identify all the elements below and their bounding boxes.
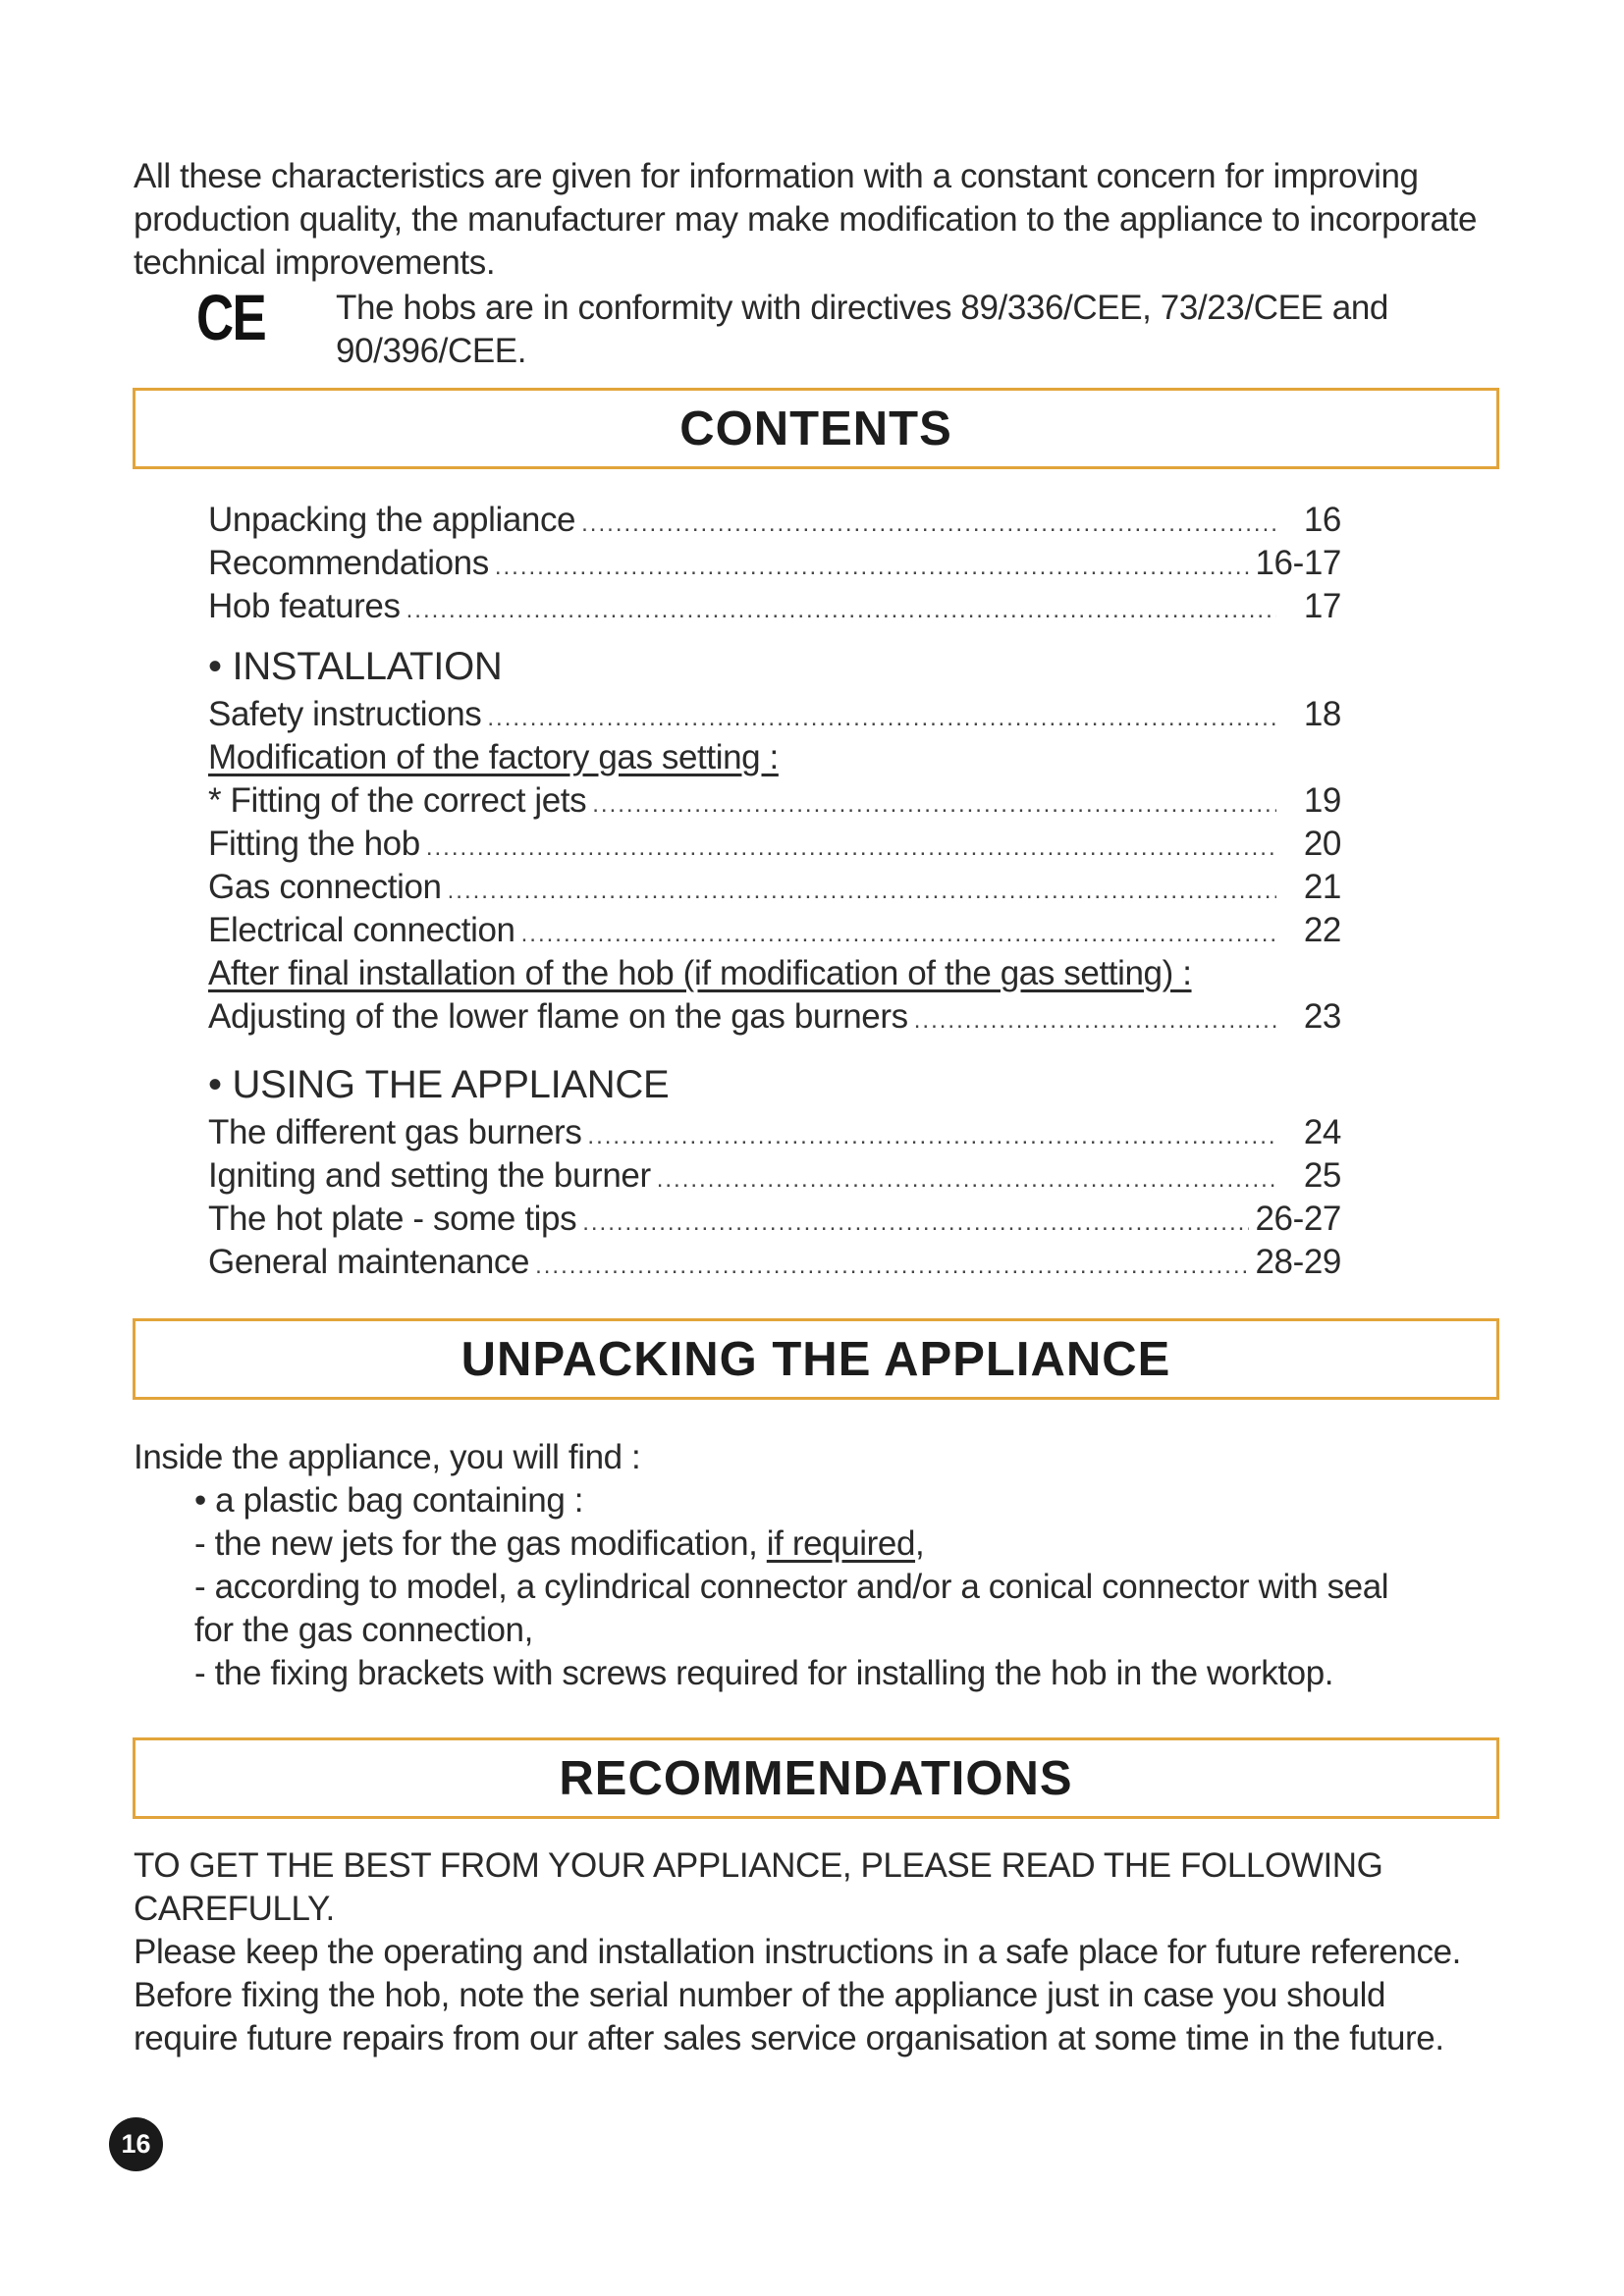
toc-entry-page: 22 bbox=[1303, 911, 1341, 949]
unpacking-title-box bbox=[133, 1318, 1499, 1400]
toc-entry[interactable] bbox=[208, 1111, 1347, 1154]
unpacking-jets-text: - the new jets for the gas modification, bbox=[194, 1524, 767, 1563]
table-of-contents bbox=[208, 499, 1347, 1284]
unpacking-title: UNPACKING THE APPLIANCE bbox=[460, 1332, 1171, 1386]
toc-leader bbox=[592, 783, 1276, 827]
toc-leader bbox=[495, 546, 1250, 589]
toc-entry-label: The hot plate - some tips bbox=[208, 1200, 577, 1238]
toc-entry-label: Hob features bbox=[208, 587, 401, 625]
toc-entry-label: Fitting the hob bbox=[208, 825, 420, 863]
unpacking-brackets: - the fixing brackets with screws required for installing the hob in the worktop. bbox=[194, 1654, 1334, 1692]
unpacking-connector-line: - according to model, a cylindrical connector and/or a conical connector with seal bbox=[194, 1568, 1389, 1606]
toc-subheading-after-installation: After final installation of the hob (if modification of the gas setting) : bbox=[208, 954, 1192, 992]
toc-entry-page: 17 bbox=[1303, 587, 1341, 625]
toc-entry-label: * Fitting of the correct jets bbox=[208, 781, 587, 820]
toc-entry[interactable] bbox=[208, 1198, 1347, 1241]
toc-entry-page: 16-17 bbox=[1255, 544, 1341, 582]
toc-entry-label: The different gas burners bbox=[208, 1113, 582, 1151]
toc-leader bbox=[448, 870, 1276, 913]
toc-entry-page: 25 bbox=[1303, 1156, 1341, 1195]
page-number-badge: 16 bbox=[109, 2117, 163, 2171]
toc-leader bbox=[426, 827, 1276, 870]
toc-entry[interactable] bbox=[208, 995, 1347, 1039]
recommendations-line: TO GET THE BEST FROM YOUR APPLIANCE, PLEASE READ THE FOLLOWING bbox=[134, 1846, 1383, 1885]
toc-entry-page: 21 bbox=[1303, 868, 1341, 906]
recommendations-section bbox=[134, 1844, 1508, 2060]
unpacking-connector-line: for the gas connection, bbox=[194, 1611, 533, 1649]
unpacking-jets bbox=[134, 1522, 1508, 1566]
ce-line: 90/396/CEE. bbox=[336, 332, 527, 370]
toc-entry[interactable] bbox=[208, 1154, 1347, 1198]
recommendations-line: Please keep the operating and installation instructions in a safe place for future reference. bbox=[134, 1933, 1461, 1971]
toc-entry-page: 28-29 bbox=[1255, 1243, 1341, 1281]
intro-line: production quality, the manufacturer may make modification to the appliance to incorporate bbox=[134, 200, 1478, 239]
toc-leader bbox=[406, 589, 1276, 632]
toc-leader bbox=[521, 913, 1276, 956]
toc-entry-label: Adjusting of the lower flame on the gas burners bbox=[208, 997, 908, 1036]
recommendations-line: require future repairs from our after sales service organisation at some time in the future. bbox=[134, 2019, 1444, 2057]
toc-entry-page: 20 bbox=[1303, 825, 1341, 863]
contents-title-box bbox=[133, 388, 1499, 469]
intro-paragraph bbox=[134, 155, 1508, 285]
toc-entry-page: 26-27 bbox=[1255, 1200, 1341, 1238]
toc-entry-label: Recommendations bbox=[208, 544, 489, 582]
toc-entry-page: 18 bbox=[1303, 695, 1341, 733]
recommendations-title-box bbox=[133, 1737, 1499, 1819]
unpacking-jets-suffix: , bbox=[915, 1524, 925, 1563]
unpacking-intro: Inside the appliance, you will find : bbox=[134, 1438, 641, 1476]
toc-entry-label: Electrical connection bbox=[208, 911, 515, 949]
toc-section-using: • USING THE APPLIANCE bbox=[208, 1063, 670, 1106]
toc-leader bbox=[535, 1245, 1249, 1288]
toc-entry-page: 16 bbox=[1303, 501, 1341, 539]
toc-entry[interactable] bbox=[208, 823, 1347, 866]
unpacking-bullet: • a plastic bag containing : bbox=[194, 1481, 584, 1520]
toc-leader bbox=[487, 697, 1276, 740]
toc-leader bbox=[914, 999, 1276, 1042]
toc-section-installation: • INSTALLATION bbox=[208, 645, 503, 688]
toc-entry[interactable] bbox=[208, 1241, 1347, 1284]
ce-line: The hobs are in conformity with directives 89/336/CEE, 73/23/CEE and bbox=[336, 289, 1388, 327]
toc-entry-page: 23 bbox=[1303, 997, 1341, 1036]
toc-entry-label: General maintenance bbox=[208, 1243, 530, 1281]
toc-leader bbox=[587, 1115, 1276, 1158]
toc-entry-page: 19 bbox=[1303, 781, 1341, 820]
toc-entry[interactable] bbox=[208, 693, 1347, 736]
intro-line: All these characteristics are given for information with a constant concern for improving bbox=[134, 157, 1419, 195]
toc-entry[interactable] bbox=[208, 866, 1347, 909]
toc-leader bbox=[657, 1158, 1276, 1201]
if-required-text: if required bbox=[766, 1524, 916, 1563]
recommendations-line: CAREFULLY. bbox=[134, 1890, 335, 1928]
ce-conformity bbox=[134, 281, 1508, 383]
toc-entry[interactable] bbox=[208, 542, 1347, 585]
toc-entry-label: Unpacking the appliance bbox=[208, 501, 576, 539]
unpacking-section bbox=[134, 1436, 1508, 1695]
toc-leader bbox=[582, 1201, 1249, 1245]
toc-entry[interactable] bbox=[208, 499, 1347, 542]
ce-text bbox=[336, 287, 1494, 373]
toc-entry-label: Gas connection bbox=[208, 868, 442, 906]
contents-title: CONTENTS bbox=[679, 401, 952, 455]
toc-entry[interactable] bbox=[208, 585, 1347, 628]
toc-leader bbox=[581, 503, 1276, 546]
toc-entry-label: Igniting and setting the burner bbox=[208, 1156, 651, 1195]
toc-entry[interactable] bbox=[208, 909, 1347, 952]
toc-entry[interactable] bbox=[208, 779, 1347, 823]
ce-mark-icon: CE bbox=[196, 281, 266, 353]
recommendations-title: RECOMMENDATIONS bbox=[559, 1751, 1073, 1805]
toc-entry-page: 24 bbox=[1303, 1113, 1341, 1151]
toc-subheading-modification: Modification of the factory gas setting : bbox=[208, 738, 779, 776]
toc-entry-label: Safety instructions bbox=[208, 695, 482, 733]
recommendations-line: Before fixing the hob, note the serial number of the appliance just in case you should bbox=[134, 1976, 1386, 2014]
intro-line: technical improvements. bbox=[134, 243, 496, 282]
